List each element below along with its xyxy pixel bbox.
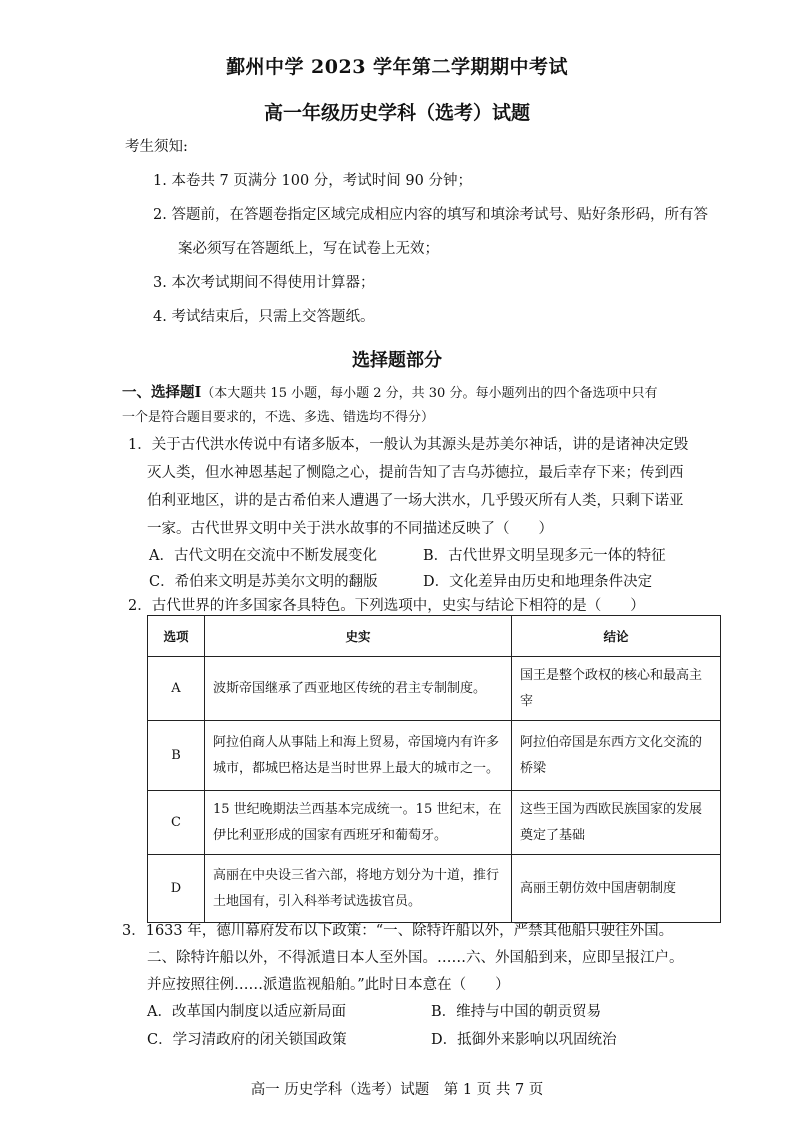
q2-row-option: B (148, 721, 205, 791)
q3-option-c: C．学习清政府的闭关锁国政策 (147, 1032, 347, 1048)
part1-instructions-cont: 一个是符合题目要求的，不选、多选、错选均不得分） (122, 410, 435, 425)
q3-stem-line-2: 二、除特许船以外，不得派遣日本人至外国。……六、外国船到来，应即呈报江户。 (147, 950, 684, 966)
q1-stem-line-4: 一家。古代世界文明中关于洪水故事的不同描述反映了（ ） (147, 521, 553, 537)
q3-option-b: B．维持与中国的朝贡贸易 (431, 1004, 602, 1020)
part1-instructions (122, 383, 657, 404)
q2-row-option: D (148, 855, 205, 923)
q1-stem-line-1: 1．关于古代洪水传说中有诸多版本，一般认为其源头是苏美尔神话，讲的是诸神决定毁 (128, 437, 689, 453)
notice-heading: 考生须知: (125, 139, 188, 155)
q1-option-b: B．古代世界文明呈现多元一体的特征 (423, 548, 666, 564)
q2-row-conclusion: 高丽王朝仿效中国唐朝制度 (512, 855, 721, 923)
q1-option-a: A．古代文明在交流中不断发展变化 (149, 548, 377, 564)
notice-item-1: 1. 本卷共 7 页满分 100 分，考试时间 90 分钟； (153, 173, 472, 189)
q3-option-a: A．改革国内制度以适应新局面 (147, 1004, 346, 1020)
q2-row-option: C (148, 791, 205, 855)
notice-item-2-cont: 案必须写在答题纸上，写在试卷上无效； (178, 241, 439, 257)
q2-stem: 2．古代世界的许多国家各具特色。下列选项中，史实与结论下相符的是（ ） (128, 598, 645, 614)
q2-row-fact: 波斯帝国继承了西亚地区传统的君主专制制度。 (205, 657, 512, 721)
q2-header-option: 选项 (148, 616, 205, 657)
q2-row-option: A (148, 657, 205, 721)
table-row (148, 657, 721, 721)
part1-label: 一、选择题Ⅰ (122, 384, 202, 401)
table-row (148, 791, 721, 855)
q2-row-fact: 阿拉伯商人从事陆上和海上贸易，帝国境内有许多城市，都城巴格达是当时世界上最大的城市之一。 (205, 721, 512, 791)
section-title: 选择题部分 (352, 350, 442, 371)
q1-option-d: D．文化差异由历史和地理条件决定 (423, 574, 653, 590)
table-row (148, 721, 721, 791)
notice-item-4: 4. 考试结束后，只需上交答题纸。 (153, 309, 375, 325)
q2-row-conclusion: 国王是整个政权的核心和最高主宰 (512, 657, 721, 721)
notice-item-3: 3. 本次考试期间不得使用计算器； (153, 275, 375, 291)
q2-header-fact: 史实 (205, 616, 512, 657)
exam-subtitle: 高一年级历史学科（选考）试题 (263, 102, 530, 124)
q1-stem-line-3: 伯利亚地区，讲的是古希伯来人遭遇了一场大洪水，几乎毁灭所有人类，只剩下诺亚 (147, 493, 684, 509)
q1-option-c: C．希伯来文明是苏美尔文明的翻版 (149, 574, 378, 590)
q2-table-header (148, 616, 721, 657)
table-row (148, 855, 721, 923)
q2-row-conclusion: 这些王国为西欧民族国家的发展奠定了基础 (512, 791, 721, 855)
exam-title: 鄞州中学 2023 学年第二学期期中考试 (225, 56, 569, 78)
q1-stem-line-2: 灭人类，但水神恩基起了恻隐之心，提前告知了吉乌苏德拉，最后幸存下来；传到西 (147, 465, 684, 481)
q3-stem-line-1: 3．1633 年，德川幕府发布以下政策：“一、除特许船以外，严禁其他船只驶往外国。 (122, 923, 674, 939)
q2-table (147, 615, 721, 923)
q3-stem-line-3: 并应按照往例……派遣监视船舶。”此时日本意在（ ） (147, 977, 510, 993)
notice-item-2: 2. 答题前，在答题卷指定区域完成相应内容的填写和填涂考试号、贴好条形码，所有答 (153, 207, 708, 223)
q2-row-fact: 高丽在中央设三省六部，将地方划分为十道，推行土地国有，引入科举考试选拔官员。 (205, 855, 512, 923)
q3-option-d: D．抵御外来影响以巩固统治 (431, 1032, 617, 1048)
part1-instructions-text: （本大题共 15 小题，每小题 2 分，共 30 分。每小题列出的四个备选项中只有 (201, 386, 658, 401)
q2-row-fact: 15 世纪晚期法兰西基本完成统一。15 世纪末，在伊比利亚形成的国家有西班牙和葡萄牙。 (205, 791, 512, 855)
q2-row-conclusion: 阿拉伯帝国是东西方文化交流的桥梁 (512, 721, 721, 791)
page-footer: 高一 历史学科（选考）试题 第 1 页 共 7 页 (250, 1082, 544, 1098)
q2-header-conclusion: 结论 (512, 616, 721, 657)
